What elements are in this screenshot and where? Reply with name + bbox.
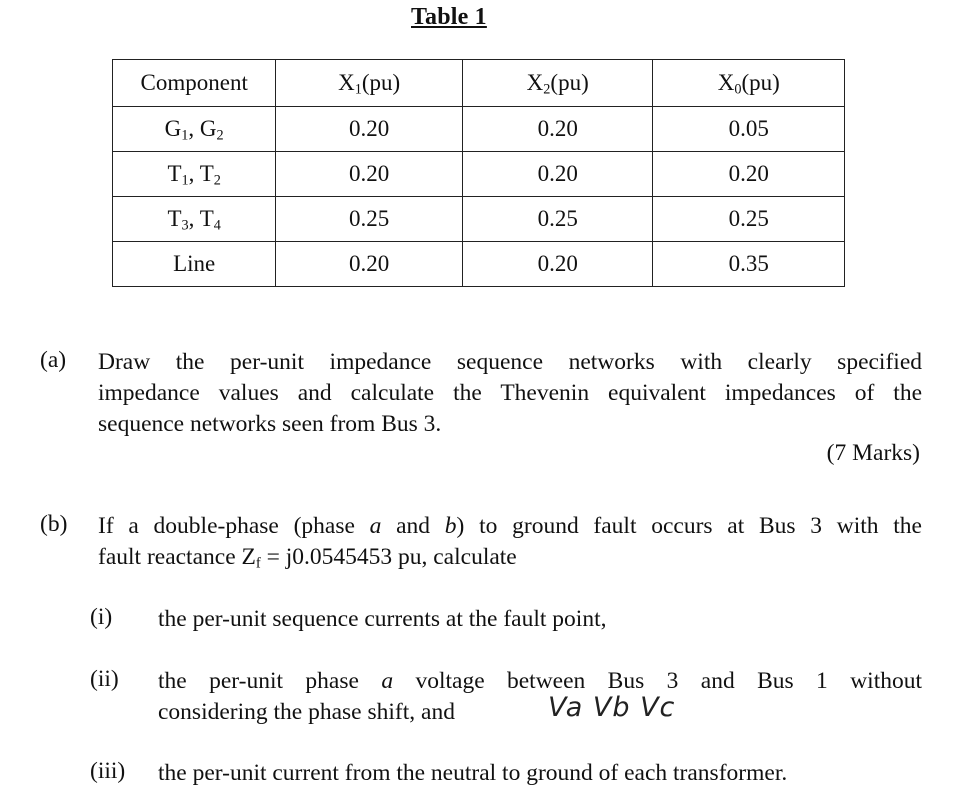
item-i-text: the per-unit sequence currents at the fault point, [158, 606, 607, 632]
part-b-line-2: fault reactance $Z_f = j0.0545453$ pu, calculate [98, 544, 517, 572]
x2-cell: 0.20 [462, 152, 653, 197]
x1-cell: 0.20 [276, 242, 463, 287]
component-cell: Line [113, 242, 276, 287]
part-a-marks: (7 Marks) [826, 440, 920, 466]
table-header-row [113, 60, 845, 107]
x0-cell: 0.25 [653, 197, 845, 242]
x1-cell: 0.25 [276, 197, 463, 242]
component-cell: $G_1$, $G_2$ [113, 107, 276, 152]
handwritten-note: Va Vb Vc [548, 692, 676, 723]
header-component: Component [113, 60, 276, 107]
item-ii-line-2: considering the phase shift, and [158, 699, 455, 725]
table-title: Table 1 [411, 4, 487, 30]
table-row [113, 152, 845, 197]
item-iii-label: (iii) [90, 758, 126, 784]
x2-cell: 0.20 [462, 242, 653, 287]
item-ii-line-1: the per-unit phase a voltage between Bus 3 and Bus 1 without [158, 668, 923, 694]
header-x1: $X_1(pu)$ [276, 60, 463, 107]
reactance-table [112, 59, 845, 287]
component-cell: $T_3$, $T_4$ [113, 197, 276, 242]
part-a-line-1: Draw the per-unit impedance sequence networks with clearly specified [98, 349, 922, 375]
x1-cell: 0.20 [276, 152, 463, 197]
table-row [113, 242, 845, 287]
part-b-text [98, 511, 922, 573]
component-cell: $T_1$, $T_2$ [113, 152, 276, 197]
x1-cell: 0.20 [276, 107, 463, 152]
table-row [113, 107, 845, 152]
item-i-label: (i) [90, 604, 113, 630]
table-row [113, 197, 845, 242]
x0-cell: 0.05 [653, 107, 845, 152]
part-b-line-1: If a double-phase (phase a and b) to ground fault occurs at Bus 3 with the [98, 513, 922, 539]
part-a-line-3: sequence networks seen from Bus 3. [98, 411, 442, 437]
item-ii-text [158, 666, 922, 728]
header-x0: $X_0(pu)$ [653, 60, 845, 107]
part-a-text [98, 347, 922, 440]
header-x2: $X_2(pu)$ [462, 60, 653, 107]
part-b-label: (b) [40, 511, 68, 537]
x2-cell: 0.20 [462, 107, 653, 152]
x0-cell: 0.35 [653, 242, 845, 287]
item-iii-text: the per-unit current from the neutral to ground of each transformer. [158, 760, 788, 786]
item-ii-label: (ii) [90, 666, 119, 692]
x0-cell: 0.20 [653, 152, 845, 197]
part-a-line-2: impedance values and calculate the Thevenin equivalent impedances of the [98, 380, 922, 406]
x2-cell: 0.25 [462, 197, 653, 242]
part-a-label: (a) [40, 347, 67, 373]
